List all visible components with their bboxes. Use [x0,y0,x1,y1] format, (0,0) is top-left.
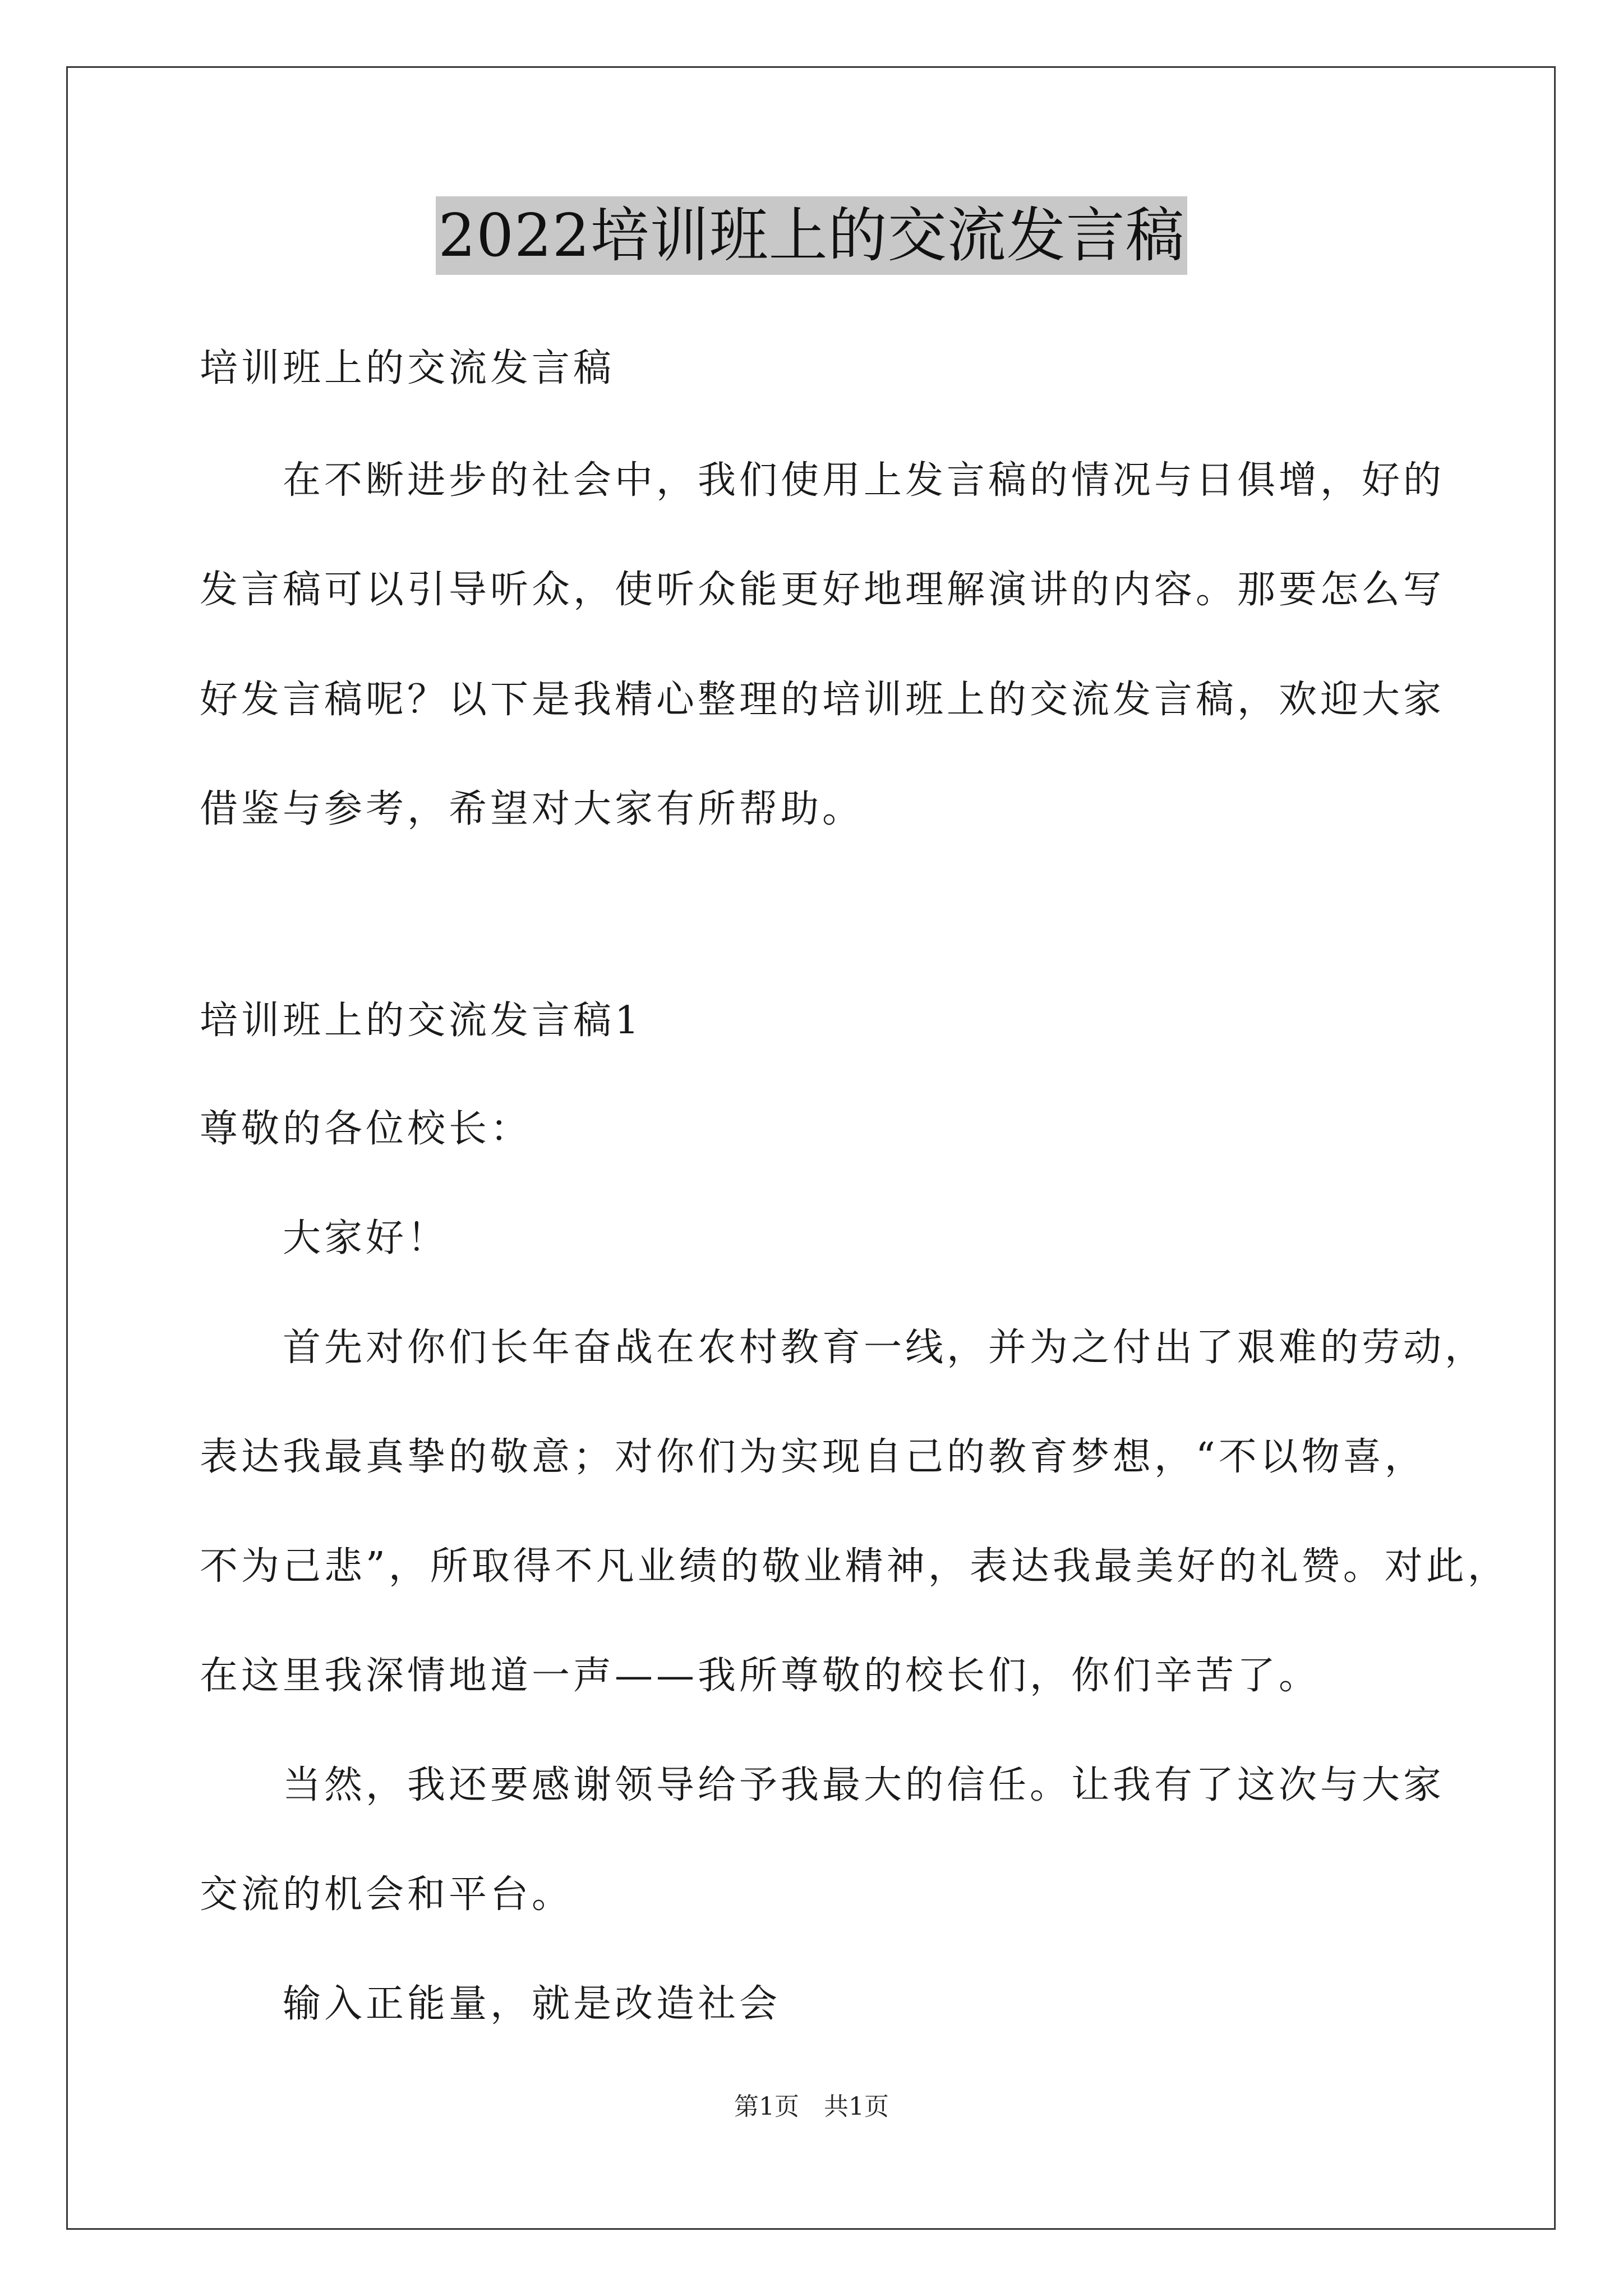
paragraph-line: 输入正能量，就是改造社会 [200,1982,781,2026]
paragraph-line: 在不断进步的社会中，我们使用上发言稿的情况与日俱增，好的 [200,458,1445,503]
paragraph-line: 交流的机会和平台。 [200,1872,574,1917]
paragraph-line: 表达我最真挚的敬意；对你们为实现自己的教育梦想，“不以物喜， [200,1435,1426,1479]
page-number-footer: 第1页 共1页 [734,2092,889,2121]
paragraph-line: 当然，我还要感谢领导给予我最大的信任。让我有了这次与大家 [200,1763,1445,1807]
section-heading: 培训班上的交流发言稿1 [200,999,643,1043]
paragraph-line: 借鉴与参考，希望对大家有所帮助。 [200,787,864,831]
document-title: 2022培训班上的交流发言稿 [436,196,1187,275]
title-container [0,196,1623,275]
subtitle-line: 培训班上的交流发言稿 [200,346,615,390]
salutation-line: 尊敬的各位校长： [200,1107,532,1151]
paragraph-line: 首先对你们长年奋战在农村教育一线，并为之付出了艰难的劳动， [200,1326,1487,1370]
paragraph-line: 好发言稿呢？以下是我精心整理的培训班上的交流发言稿，欢迎大家 [200,678,1445,722]
paragraph-line: 在这里我深情地道一声——我所尊敬的校长们，你们辛苦了。 [200,1654,1321,1698]
greeting-line: 大家好！ [200,1216,449,1260]
paragraph-line: 发言稿可以引导听众，使听众能更好地理解演讲的内容。那要怎么写 [200,568,1445,612]
paragraph-line: 不为己悲”，所取得不凡业绩的敬业精神，表达我最美好的礼赞。对此， [200,1544,1509,1589]
